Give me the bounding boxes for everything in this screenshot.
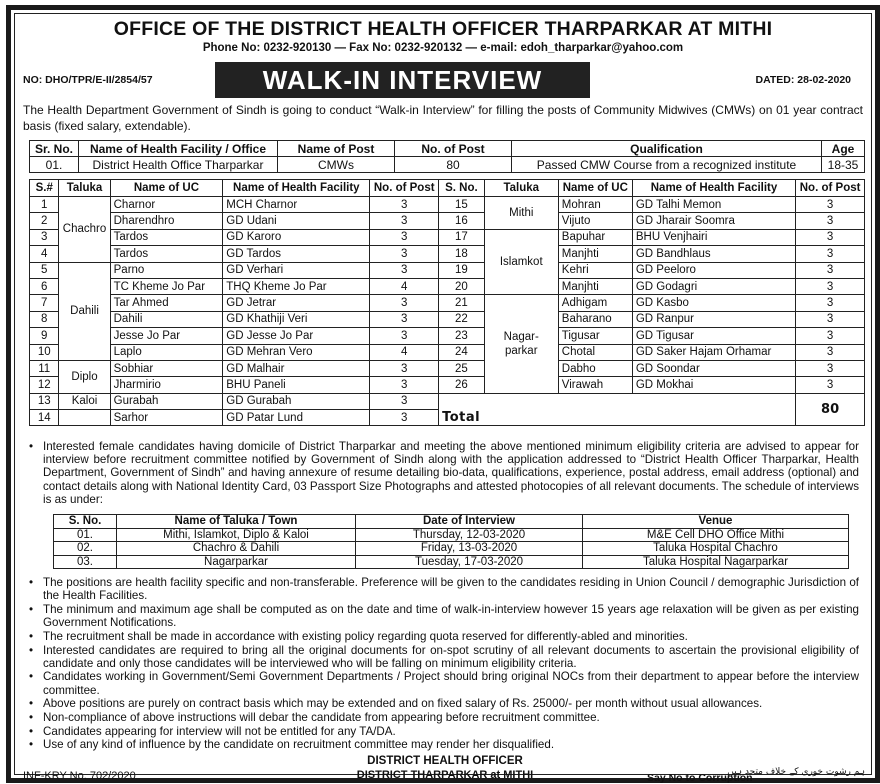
uc-name: Dabho: [558, 360, 632, 376]
header-qualification: Qualification: [512, 141, 822, 157]
row-sn: 22: [439, 311, 485, 327]
cell-facility: District Health Office Tharparkar: [79, 157, 278, 173]
row-sn: 2: [30, 213, 59, 229]
post-count: 3: [796, 213, 865, 229]
posts-table: [29, 179, 865, 426]
uc-name: Virawah: [558, 377, 632, 393]
urdu-slogan: ہم رشوت خوری کے خلاف متحد ہیں: [727, 767, 865, 777]
posts-header-row: [30, 180, 865, 197]
bullet-item: • Candidates appearing for interview will not be entitled for any TA/DA.: [23, 725, 859, 738]
taluka-cell: Kaloi: [59, 393, 110, 409]
signatory-title: DISTRICT HEALTH OFFICER: [367, 755, 523, 767]
walk-in-interview-banner: WALK-IN INTERVIEW: [215, 62, 590, 98]
uc-name: Adhigam: [558, 295, 632, 311]
header-left-uc: Name of UC: [110, 180, 223, 197]
header-sr-no: Sr. No.: [30, 141, 79, 157]
office-title: OFFICE OF THE DISTRICT HEALTH OFFICER THARPARKAR AT MITHI: [113, 18, 773, 40]
posts-row: [30, 246, 865, 262]
row-sn: 10: [30, 344, 59, 360]
row-sn: 5: [30, 262, 59, 278]
uc-name: TC Kheme Jo Par: [110, 278, 223, 294]
row-sn: 26: [439, 377, 485, 393]
header-post-name: Name of Post: [278, 141, 395, 157]
intro-paragraph: The Health Department Government of Sindh is going to conduct “Walk-in Interview” for filling the posts of Community Midwives (CMWs) on 01 year contract basis (fixed salary, extendable).: [23, 103, 863, 133]
facility-name: GD Talhi Memon: [632, 197, 795, 213]
bullet-item: • Use of any kind of influence by the candidate on recruitment committee may render her disqualified.: [23, 738, 859, 751]
taluka-cell-empty: [59, 410, 110, 426]
posts-row: [30, 360, 865, 376]
inner-border: [14, 13, 872, 784]
schedule-venue: Taluka Hospital Nagarparkar: [583, 555, 849, 569]
uc-name: Baharano: [558, 311, 632, 327]
row-sn: 20: [439, 278, 485, 294]
row-sn: 14: [30, 410, 59, 426]
header-post-count: No. of Post: [395, 141, 512, 157]
post-count: 3: [370, 246, 439, 262]
header-schedule-sn: S. No.: [54, 515, 117, 529]
summary-row: [30, 157, 865, 173]
uc-name: Kehri: [558, 262, 632, 278]
facility-name: GD Malhair: [223, 360, 370, 376]
post-count: 3: [796, 246, 865, 262]
cell-qualification: Passed CMW Course from a recognized institute: [512, 157, 822, 173]
schedule-sn: 03.: [54, 555, 117, 569]
facility-name: BHU Venjhairi: [632, 229, 795, 245]
row-sn: 7: [30, 295, 59, 311]
row-sn: 9: [30, 328, 59, 344]
schedule-sn: 01.: [54, 528, 117, 542]
facility-name: GD Jharair Soomra: [632, 213, 795, 229]
row-sn: 24: [439, 344, 485, 360]
facility-name: MCH Charnor: [223, 197, 370, 213]
schedule-venue: M&E Cell DHO Office Mithi: [583, 528, 849, 542]
uc-name: Dharendhro: [110, 213, 223, 229]
posts-row: [30, 344, 865, 360]
bullet-item: • The recruitment shall be made in accordance with existing policy regarding quota reserved for differently-abled and minorities.: [23, 630, 859, 643]
bullet-item: • Candidates working in Government/Semi Government Departments / Project should bring original NOCs from their department to appear before the interview committee.: [23, 670, 859, 696]
posts-row: [30, 295, 865, 311]
post-count: 3: [796, 328, 865, 344]
post-count: 4: [370, 344, 439, 360]
posts-row: [30, 262, 865, 278]
uc-name: Jesse Jo Par: [110, 328, 223, 344]
terms-list: [23, 576, 859, 752]
taluka-cell: Dahili: [59, 262, 110, 360]
header-right-sn: S. No.: [439, 180, 485, 197]
schedule-header-row: [54, 515, 849, 529]
inf-number: INF-KRY No. 702/2020: [23, 770, 136, 782]
uc-name: Tar Ahmed: [110, 295, 223, 311]
header-left-sn: S.#: [30, 180, 59, 197]
header-right-posts: No. of Post: [796, 180, 865, 197]
post-count: 3: [370, 410, 439, 426]
uc-name: Charnor: [110, 197, 223, 213]
post-count: 3: [796, 278, 865, 294]
posts-row: [30, 229, 865, 245]
row-sn: 4: [30, 246, 59, 262]
facility-name: GD Udani: [223, 213, 370, 229]
total-label: Total: [439, 393, 796, 426]
row-sn: 18: [439, 246, 485, 262]
post-count: 3: [796, 311, 865, 327]
posts-row: [30, 197, 865, 213]
post-count: 3: [370, 393, 439, 409]
summary-table: [29, 140, 865, 173]
signature-block: [275, 754, 615, 782]
row-sn: 25: [439, 360, 485, 376]
facility-name: GD Mehran Vero: [223, 344, 370, 360]
row-sn: 19: [439, 262, 485, 278]
posts-row: [30, 311, 865, 327]
header-facility: Name of Health Facility / Office: [79, 141, 278, 157]
uc-name: Manjhti: [558, 246, 632, 262]
row-sn: 11: [30, 360, 59, 376]
facility-name: GD Bandhlaus: [632, 246, 795, 262]
posts-row: [30, 213, 865, 229]
schedule-row: [54, 528, 849, 542]
taluka-cell: Mithi: [484, 197, 558, 230]
header-schedule-taluka: Name of Taluka / Town: [117, 515, 356, 529]
schedule-date: Friday, 13-03-2020: [356, 542, 583, 556]
schedule-date: Tuesday, 17-03-2020: [356, 555, 583, 569]
post-count: 3: [796, 377, 865, 393]
schedule-row: [54, 555, 849, 569]
uc-name: Mohran: [558, 197, 632, 213]
post-count: 3: [796, 262, 865, 278]
facility-name: GD Mokhai: [632, 377, 795, 393]
date-line: DATED: 28-02-2020: [755, 74, 851, 86]
uc-name: Gurabah: [110, 393, 223, 409]
facility-name: GD Soondar: [632, 360, 795, 376]
post-count: 3: [796, 344, 865, 360]
header-right-facility: Name of Health Facility: [632, 180, 795, 197]
post-count: 3: [370, 377, 439, 393]
schedule-venue: Taluka Hospital Chachro: [583, 542, 849, 556]
facility-name: GD Godagri: [632, 278, 795, 294]
cell-age: 18-35: [822, 157, 865, 173]
row-sn: 16: [439, 213, 485, 229]
post-count: 4: [370, 278, 439, 294]
schedule-row: [54, 542, 849, 556]
posts-row: [30, 377, 865, 393]
cell-sr-no: 01.: [30, 157, 79, 173]
uc-name: Sobhiar: [110, 360, 223, 376]
facility-name: GD Ranpur: [632, 311, 795, 327]
uc-name: Chotal: [558, 344, 632, 360]
post-count: 3: [796, 229, 865, 245]
uc-name: Jharmirio: [110, 377, 223, 393]
facility-name: GD Jetrar: [223, 295, 370, 311]
header-age: Age: [822, 141, 865, 157]
taluka-cell: Diplo: [59, 360, 110, 393]
bullet-item: • Interested female candidates having domicile of District Tharparkar and meeting the above mentioned minimum eligibility criteria are advised to appear for interview before recruitment committee notified by Government of Sindh along with the application addressed to “District Health Officer Tharparkar, Health Department, Government of Sindh” and having annexure of resume detailing bio-data, qualifications, experience, postal address, email address (optional) and contact details along with National Identity Card, 03 Passport Size Photographs and attested photocopies of all relevant documents. The schedule of interviews is as under:: [23, 440, 859, 506]
uc-name: Tardos: [110, 246, 223, 262]
facility-name: GD Kasbo: [632, 295, 795, 311]
bullet-item: • The minimum and maximum age shall be computed as on the date and time of walk-in-interview however 15 years age relaxation will be given as per existing Government Notifications.: [23, 603, 859, 629]
schedule-taluka: Chachro & Dahili: [117, 542, 356, 556]
facility-name: GD Verhari: [223, 262, 370, 278]
cell-post-name: CMWs: [278, 157, 395, 173]
schedule-taluka: Nagarparkar: [117, 555, 356, 569]
header-schedule-date: Date of Interview: [356, 515, 583, 529]
header-right-uc: Name of UC: [558, 180, 632, 197]
row-sn: 21: [439, 295, 485, 311]
taluka-cell: Chachro: [59, 197, 110, 263]
posts-row: [30, 393, 865, 409]
schedule-date: Thursday, 12-03-2020: [356, 528, 583, 542]
eligibility-note: [23, 440, 859, 510]
post-count: 3: [370, 295, 439, 311]
schedule-taluka: Mithi, Islamkot, Diplo & Kaloi: [117, 528, 356, 542]
row-sn: 8: [30, 311, 59, 327]
facility-name: GD Saker Hajam Orhamar: [632, 344, 795, 360]
cell-post-count: 80: [395, 157, 512, 173]
row-sn: 1: [30, 197, 59, 213]
row-sn: 6: [30, 278, 59, 294]
advertisement-frame: [6, 5, 880, 783]
post-count: 3: [370, 262, 439, 278]
post-count: 3: [370, 360, 439, 376]
post-count: 3: [370, 213, 439, 229]
post-count: 3: [370, 328, 439, 344]
row-sn: 15: [439, 197, 485, 213]
schedule-table: [53, 514, 849, 569]
facility-name: GD Jesse Jo Par: [223, 328, 370, 344]
summary-header-row: [30, 141, 865, 157]
row-sn: 3: [30, 229, 59, 245]
uc-name: Manjhti: [558, 278, 632, 294]
row-sn: 13: [30, 393, 59, 409]
post-count: 3: [796, 197, 865, 213]
schedule-sn: 02.: [54, 542, 117, 556]
uc-name: Bapuhar: [558, 229, 632, 245]
uc-name: Dahili: [110, 311, 223, 327]
post-count: 3: [796, 295, 865, 311]
posts-row: [30, 278, 865, 294]
anti-corruption-slogan: Say No to Corruption: [647, 772, 753, 784]
bullet-item: • The positions are health facility specific and non-transferable. Preference will be given to the candidates residing in Union Council / demographic Jurisdiction of the Health Facilities.: [23, 576, 859, 602]
facility-name: BHU Paneli: [223, 377, 370, 393]
bullet-item: • Above positions are purely on contract basis which may be extended and on fixed salary of Rs. 25000/- per month without usual allowances.: [23, 697, 859, 710]
post-count: 3: [370, 311, 439, 327]
post-count: 3: [796, 360, 865, 376]
header-right-taluka: Taluka: [484, 180, 558, 197]
row-sn: 23: [439, 328, 485, 344]
taluka-cell: Nagar- parkar: [484, 295, 558, 393]
facility-name: GD Gurabah: [223, 393, 370, 409]
taluka-cell: Islamkot: [484, 229, 558, 295]
facility-name: GD Karoro: [223, 229, 370, 245]
total-value: 80: [796, 393, 865, 426]
header-left-posts: No. of Post: [370, 180, 439, 197]
reference-number: NO: DHO/TPR/E-II/2854/57: [23, 74, 153, 86]
header-left-facility: Name of Health Facility: [223, 180, 370, 197]
uc-name: Laplo: [110, 344, 223, 360]
uc-name: Tigusar: [558, 328, 632, 344]
uc-name: Sarhor: [110, 410, 223, 426]
post-count: 3: [370, 197, 439, 213]
uc-name: Parno: [110, 262, 223, 278]
uc-name: Vijuto: [558, 213, 632, 229]
bullet-item: • Interested candidates are required to bring all the original documents for on-spot scrutiny of all relevant documents to ascertain the provisional eligibility of candidate and only those candidates will be interviewed who will be falling on minimum eligibility criteria.: [23, 644, 859, 670]
facility-name: THQ Kheme Jo Par: [223, 278, 370, 294]
bullet-item: • Non-compliance of above instructions will debar the candidate from appearing before recruitment committee.: [23, 711, 859, 724]
header-left-taluka: Taluka: [59, 180, 110, 197]
facility-name: GD Khathiji Veri: [223, 311, 370, 327]
posts-row: [30, 328, 865, 344]
facility-name: GD Peeloro: [632, 262, 795, 278]
header-schedule-venue: Venue: [583, 515, 849, 529]
facility-name: GD Tigusar: [632, 328, 795, 344]
uc-name: Tardos: [110, 229, 223, 245]
facility-name: GD Tardos: [223, 246, 370, 262]
row-sn: 12: [30, 377, 59, 393]
facility-name: GD Patar Lund: [223, 410, 370, 426]
row-sn: 17: [439, 229, 485, 245]
contact-line: Phone No: 0232-920130 — Fax No: 0232-920132 — e-mail: edoh_tharparkar@yahoo.com: [202, 42, 684, 54]
post-count: 3: [370, 229, 439, 245]
signatory-place: DISTRICT THARPARKAR at MITHI: [356, 769, 534, 781]
